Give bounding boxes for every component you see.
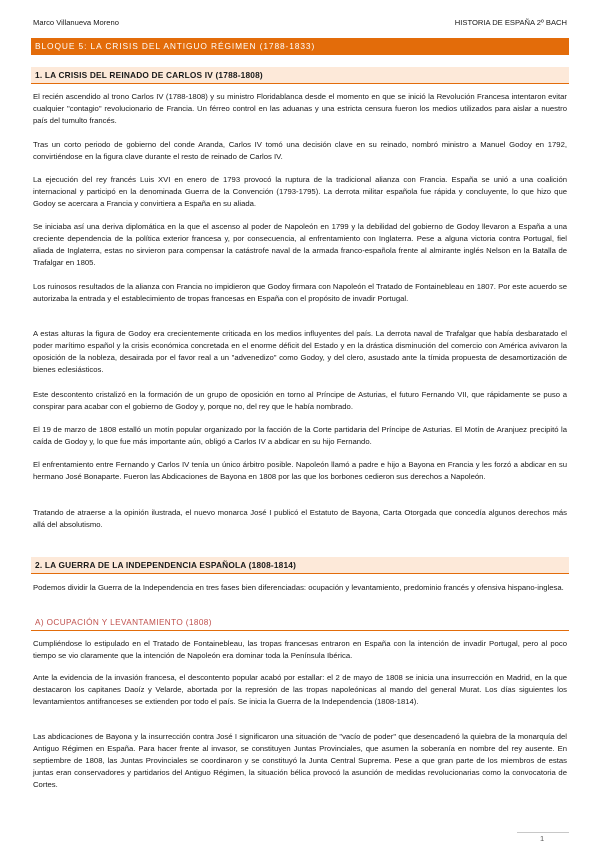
page-header (33, 18, 567, 30)
paragraph: Tratando de atraerse a la opinión ilustrada, el nuevo monarca José I publicó el Estatuto de Bayona, Carta Otorgada que concedía algunos derechos más allá del absolutismo. (33, 508, 567, 529)
subject-label: HISTORIA DE ESPAÑA 2º BACH (454, 18, 567, 27)
section-2-heading: 2. LA GUERRA DE LA INDEPENDENCIA ESPAÑOLA (1808-1814) (31, 557, 569, 574)
paragraph: Tras un corto periodo de gobierno del conde Aranda, Carlos IV tomó una decisión clave en su reinado, nombró ministro a Manuel Godoy en 1792, convirtiéndose en la figura clave durante el resto de reinado de Carlos IV. (33, 140, 567, 161)
paragraph: A estas alturas la figura de Godoy era crecientemente criticada en los medios influyentes del país. La derrota naval de Trafalgar que había desbaratado el poder marítimo español y la crisis económica concretada en el enorme déficit del Estado y en la drástica disminución del comercio con América avivaron la oposición de la nobleza, desairada por el favor real a un "advenedizo" como Godoy, y del clero, asustado ante la tímida propuesta de desamortización de bienes eclesiásticos. (33, 329, 567, 374)
paragraph: Se iniciaba así una deriva diplomática en la que el ascenso al poder de Napoleón en 1799 y la debilidad del gobierno de Godoy llevaron a España a una creciente dependencia de la política exterior francesa y, por consecuencia, al enfrentamiento con Inglaterra. Pese a alguna victoria contra Portugal, fiel aliada de Inglaterra, estas no sirvieron para compensar la catástrofe naval de la armada franco-española frente al almirante inglés Nelson en la Batalla de Trafalgar en 1805. (33, 222, 567, 267)
author-name: Marco Villanueva Moreno (33, 18, 119, 27)
paragraph: Este descontento cristalizó en la formación de un grupo de oposición en torno al Príncipe de Asturias, el futuro Fernando VII, que rápidamente se puso a conspirar para acabar con el gobierno de Godoy y, porque no, del rey que le había nombrado. (33, 390, 567, 411)
paragraph: El 19 de marzo de 1808 estalló un motín popular organizado por la facción de la Corte partidaria del Príncipe de Asturias. El Motín de Aranjuez precipitó la caída de Godoy y, lo que fue más importante aún, obligó a Carlos IV a abdicar en su hijo Fernando. (33, 425, 567, 446)
paragraph: La ejecución del rey francés Luis XVI en enero de 1793 provocó la ruptura de la tradicional alianza con Francia. España se unió a una coalición internacional y participó en la denominada Guerra de la Convención (1793-1795). La derrota militar española fue rápida y concluyente, lo que hizo que Godoy se acercara a Francia y convirtiera a España en su aliada. (33, 175, 567, 208)
paragraph: Los ruinosos resultados de la alianza con Francia no impidieron que Godoy firmara con Napoleón el Tratado de Fontainebleau en 1807. Por este acuerdo se autorizaba la entrada y el establecimiento de tropas francesas en España con el propósito de invadir Portugal. (33, 282, 567, 303)
section-1-heading: 1. LA CRISIS DEL REINADO DE CARLOS IV (1788-1808) (31, 67, 569, 84)
paragraph: Podemos dividir la Guerra de la Independencia en tres fases bien diferenciadas: ocupación y levantamiento, predominio francés y ofensiva hispano-inglesa. (33, 583, 564, 592)
footer-divider (517, 832, 569, 833)
paragraph: Ante la evidencia de la invasión francesa, el descontento popular acabó por estallar: el 2 de mayo de 1808 se inicia una insurrección en Madrid, en la que destacaron los capitanes Daoíz y Velarde, abortada por la represión de las tropas napoleónicas al mando del general Murat. Los días siguientes los levantamientos antifranceses se extienden por todo el país. Se inicia la Guerra de la Independencia (1808-1814). (33, 673, 567, 706)
paragraph: Las abdicaciones de Bayona y la insurrección contra José I significaron una situación de "vacío de poder" que desencadenó la quiebra de la monarquía del Antiguo Régimen en España. Para hacer frente al invasor, se constituyen Juntas Provinciales, que asumen la soberanía en nombre del rey ausente. En septiembre de 1808, las Juntas Provinciales se coordinaron y se constituyó la Junta Central Suprema. Pese a que gran parte de los miembros de estas juntas eran conservadores y partidarios del Antiguo Régimen, la situación bélica provocó la asunción de medidas revolucionarias como la convocatoria de Cortes. (33, 732, 567, 789)
subsection-a-heading: A) OCUPACIÓN Y LEVANTAMIENTO (1808) (31, 615, 569, 631)
bloque-title-banner: BLOQUE 5: LA CRISIS DEL ANTIGUO RÉGIMEN (1788-1833) (31, 38, 569, 55)
paragraph: Cumpliéndose lo estipulado en el Tratado de Fontainebleau, las tropas francesas entraron en España con la intención de invadir Portugal, pero al poco tiempo se vio claramente que la intención de Napoleón era dominar toda la Península Ibérica. (33, 639, 567, 660)
page-number: 1 (540, 834, 545, 843)
paragraph: El enfrentamiento entre Fernando y Carlos IV tenía un único árbitro posible. Napoleón llamó a padre e hijo a Bayona en Francia y les forzó a abdicar en su hermano José Bonaparte. Fueron las Abdicaciones de Bayona en 1808 por las que los borbones cedieron sus derechos a Napoleón. (33, 460, 567, 481)
paragraph: El recién ascendido al trono Carlos IV (1788-1808) y su ministro Floridablanca desde el momento en que se inició la Revolución Francesa intentaron evitar cualquier "contagio" revolucionario de Francia. Un férreo control en las aduanas y una estricta censura fueron los medios utilizados para aislar a nuestro país del tumulto francés. (33, 92, 567, 125)
